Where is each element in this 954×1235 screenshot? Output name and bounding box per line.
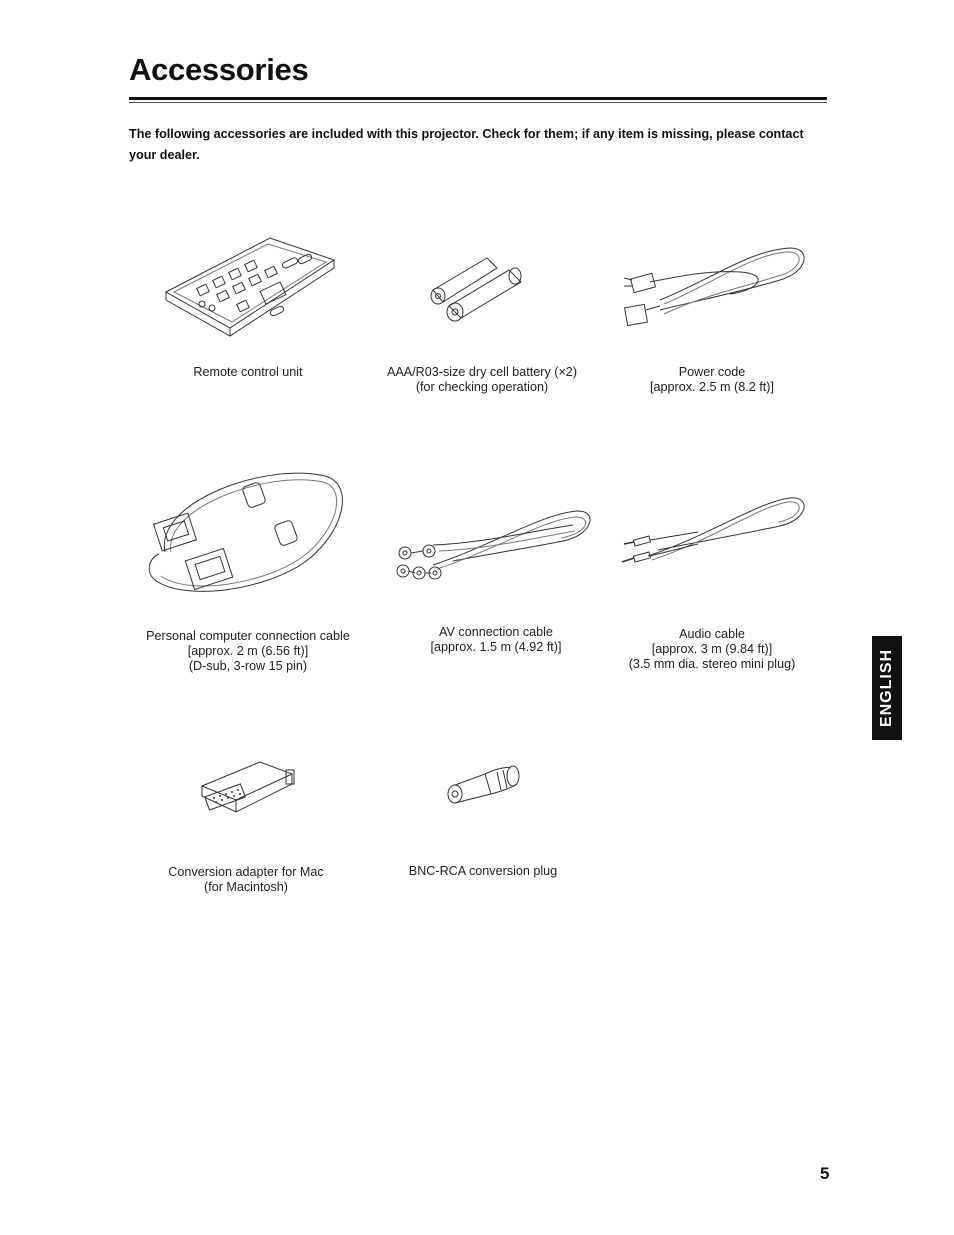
- item-caption: BNC-RCA conversion plug: [408, 864, 558, 878]
- language-tab: [872, 636, 902, 740]
- av-cable-icon: [393, 505, 598, 590]
- item-caption: Audio cable [approx. 3 m (9.84 ft)] (3.5 mm dia. stereo mini plug): [628, 627, 796, 671]
- item-caption: Personal computer connection cable [approx. 2 m (6.56 ft)] (D-sub, 3-row 15 pin): [146, 629, 350, 673]
- item-caption: Conversion adapter for Mac (for Macintosh): [168, 865, 324, 894]
- bnc-rca-plug-icon: [445, 760, 525, 810]
- remote-control-icon: [158, 232, 338, 342]
- audio-cable-icon: [618, 492, 810, 582]
- language-tab-label: ENGLISH: [878, 648, 895, 728]
- item-caption: AAA/R03-size dry cell battery (×2) (for checking operation): [386, 365, 578, 394]
- item-caption: Remote control unit: [193, 365, 303, 379]
- intro-text: The following accessories are included with this projector. Check for them; if any item is missing, please contact your dealer.: [129, 127, 804, 162]
- pc-cable-icon: [145, 462, 350, 607]
- page-number: 5: [820, 1164, 830, 1183]
- title-rule: [129, 97, 827, 100]
- battery-icon: [425, 252, 540, 327]
- item-caption: AV connection cable [approx. 1.5 m (4.92 ft)]: [430, 625, 562, 654]
- page-title: Accessories: [129, 52, 309, 87]
- title-rule-thin: [129, 102, 827, 103]
- item-caption: Power code [approx. 2.5 m (8.2 ft)]: [650, 365, 774, 394]
- mac-adapter-icon: [196, 756, 301, 818]
- power-cord-icon: [620, 240, 810, 335]
